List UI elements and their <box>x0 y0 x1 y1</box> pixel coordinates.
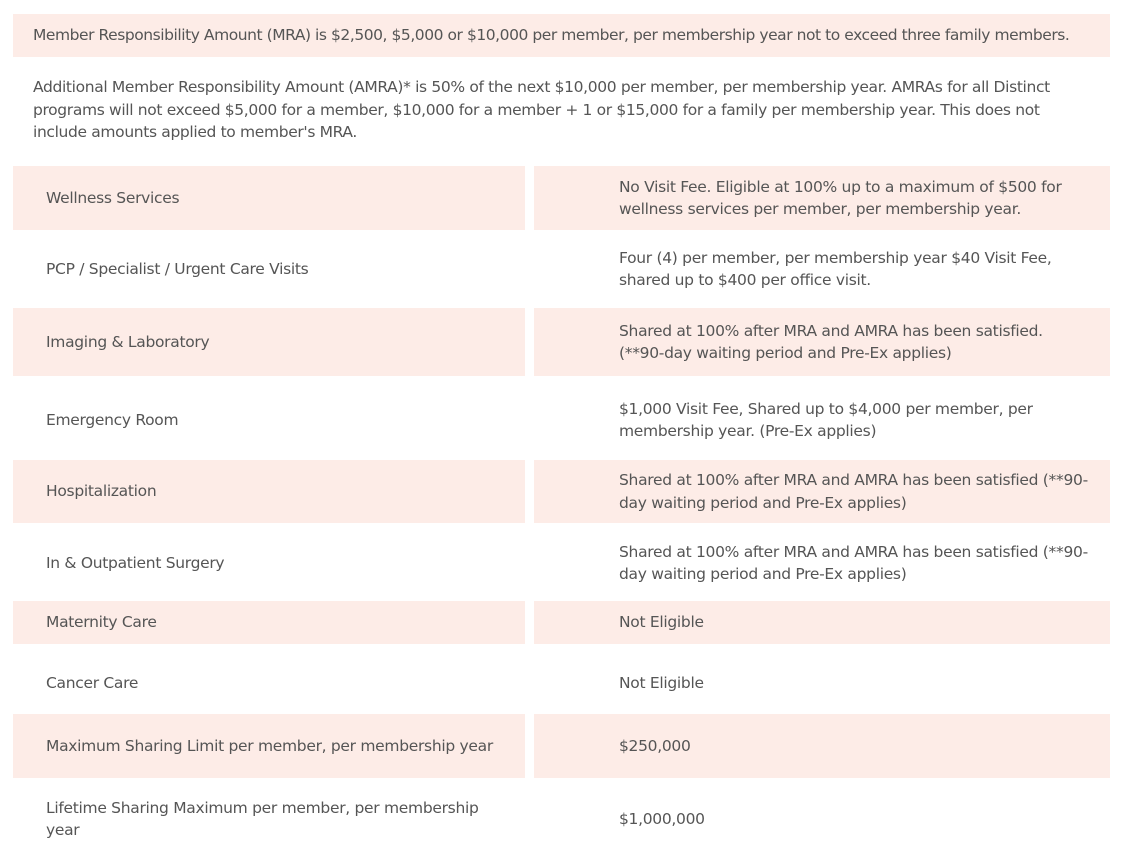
table-row-cancer-care <box>13 662 1110 705</box>
row-label <box>13 308 525 376</box>
row-label-text: Emergency Room <box>46 410 179 429</box>
table-row-imaging-laboratory <box>13 308 1110 376</box>
row-label <box>13 662 525 705</box>
row-value-text: No Visit Fee. Eligible at 100% up to a maximum of $500 for wellness services per member, per membership year. <box>619 177 1062 218</box>
row-value-text: Not Eligible <box>619 613 704 632</box>
row-value <box>534 601 1110 644</box>
row-label-text: Maximum Sharing Limit per member, per membership year <box>46 736 493 755</box>
row-value <box>534 662 1110 705</box>
table-row-wellness-services <box>13 166 1110 230</box>
row-value <box>534 385 1110 455</box>
row-label <box>13 166 525 230</box>
row-label-text: Imaging & Laboratory <box>46 332 210 351</box>
row-value-text: Four (4) per member, per membership year $40 Visit Fee, shared up to $400 per office visit. <box>619 248 1052 289</box>
row-label-text: In & Outpatient Surgery <box>46 553 225 572</box>
row-label-text: Hospitalization <box>46 482 157 501</box>
row-label <box>13 601 525 644</box>
row-label-text: Cancer Care <box>46 674 139 693</box>
table-row-hospitalization <box>13 460 1110 523</box>
amra-paragraph: Additional Member Responsibility Amount (AMRA)* is 50% of the next $10,000 per member, per membership year. AMRAs for all Distinct programs will not exceed $5,000 for a member, $10,000 for a member + 1 or $15,000 for a family per membership year. This does not include amounts applied to member's MRA. <box>33 78 1050 141</box>
row-label <box>13 714 525 778</box>
row-label <box>13 531 525 595</box>
table-row-lifetime-sharing-maximum <box>13 787 1110 851</box>
row-label <box>13 237 525 301</box>
row-value <box>534 787 1110 851</box>
row-value <box>534 166 1110 230</box>
table-row-maximum-sharing-limit <box>13 714 1110 778</box>
row-value <box>534 531 1110 595</box>
mra-banner: Member Responsibility Amount (MRA) is $2,500, $5,000 or $10,000 per member, per membership year not to exceed three family members. <box>13 14 1110 57</box>
row-label <box>13 787 525 851</box>
row-value-text: Shared at 100% after MRA and AMRA has been satisfied (**90-day waiting period and Pre-Ex applies) <box>619 471 1088 512</box>
row-label-text: Wellness Services <box>46 188 180 207</box>
row-value <box>534 308 1110 376</box>
row-value-text: Shared at 100% after MRA and AMRA has been satisfied. (**90-day waiting period and Pre-Ex applies) <box>619 321 1043 362</box>
row-value <box>534 237 1110 301</box>
row-label-text: PCP / Specialist / Urgent Care Visits <box>46 259 309 278</box>
row-label-text: Maternity Care <box>46 613 157 632</box>
table-row-pcp-specialist <box>13 237 1110 301</box>
table-row-emergency-room <box>13 385 1110 455</box>
row-value-text: Shared at 100% after MRA and AMRA has been satisfied (**90-day waiting period and Pre-Ex applies) <box>619 542 1088 583</box>
row-value-text: Not Eligible <box>619 674 704 693</box>
table-row-maternity-care <box>13 601 1110 644</box>
row-value <box>534 460 1110 523</box>
row-value <box>534 714 1110 778</box>
table-row-surgery <box>13 531 1110 595</box>
row-label <box>13 385 525 455</box>
row-value-text: $1,000,000 <box>619 809 705 828</box>
row-label-text: Lifetime Sharing Maximum per member, per membership year <box>46 798 479 839</box>
row-value-text: $1,000 Visit Fee, Shared up to $4,000 per member, per membership year. (Pre-Ex applies) <box>619 399 1033 440</box>
row-label <box>13 460 525 523</box>
row-value-text: $250,000 <box>619 736 691 755</box>
